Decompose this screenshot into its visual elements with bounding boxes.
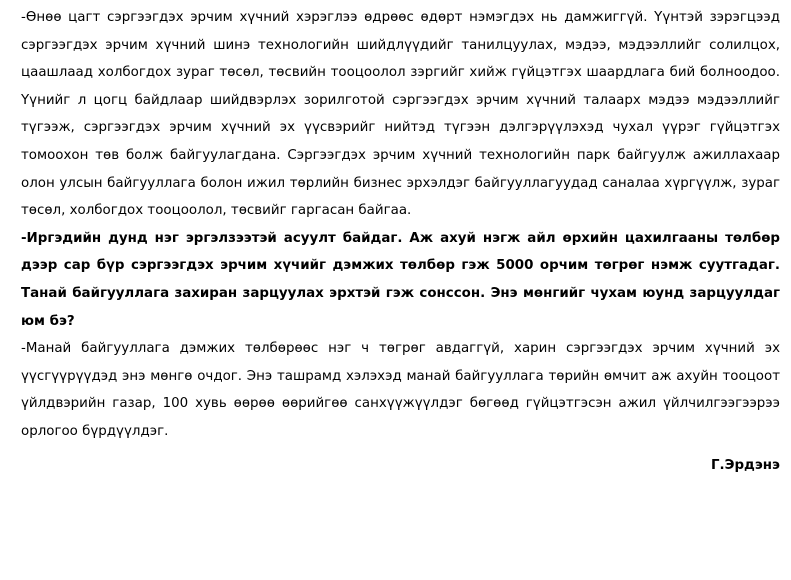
- paragraph-question: -Иргэдийн дунд нэг эргэлзээтэй асуулт байдаг. Аж ахуй нэгж айл өрхийн цахилгааны төлбөр дээр сар бүр сэргээгдэх эрчим хүчийг дэмжих төлбөр гэж 5000 орчим төгрөг нэмж суутгадаг. Танай байгууллага захиран зарцуулах эрхтэй гэж сонссон. Энэ мөнгийг чухам юунд зарцуулдаг юм бэ?: [21, 230, 780, 329]
- author-signature: Г.Эрдэнэ: [711, 457, 780, 473]
- article-body: [21, 4, 780, 479]
- paragraph-intro: -Өнөө цагт сэргээгдэх эрчим хүчний хэрэглээ өдрөөс өдөрт нэмэгдэх нь дамжиггүй. Үүнтэй зэрэгцээд сэргээгдэх эрчим хүчний шинэ технологийн шийдлүүдийг танилцуулах, мэдээ, мэдээллийг солилцох, цаашлаад холбогдох зураг төсөл, төсвийн тооцоолол зэргийг хийж гүйцэтгэх шаардлага бий болноодоо. Үүнийг л цогц байдлаар шийдвэрлэх зорилготой сэргээгдэх эрчим хүчний талаарх мэдээ мэдээллийг түгээж, сэргээгдэх эрчим хүчний эх үүсвэрийг нийтэд түгээн дэлгэрүүлэхэд чухал үүрэг гүйцэтгэх томоохон төв болж байгуулагдана. Сэргээгдэх эрчим хүчний технологийн парк байгуулж ажиллахаар олон улсын байгууллага болон ижил төрлийн бизнес эрхэлдэг байгууллагуудад саналаа хүргүүлж, зураг төсөл, холбогдох тооцоолол, төсвийг гаргасан байгаа.: [21, 10, 780, 219]
- paragraph-answer: -Манай байгууллага дэмжих төлбөрөөс нэг ч төгрөг авдаггүй, харин сэргээгдэх эрчим хүчний эх үүсгүүрүүдэд энэ мөнгө очдог. Энэ ташрамд хэлэхэд манай байгууллага төрийн өмчит аж ахуйн тооцоот үйлдвэрийн газар, 100 хувь өөрөө өөрийгөө санхүүжүүлдэг бөгөөд гүйцэтгэсэн ажил үйлчилгээгээрээ орлогоо бүрдүүлдэг.: [21, 341, 780, 439]
